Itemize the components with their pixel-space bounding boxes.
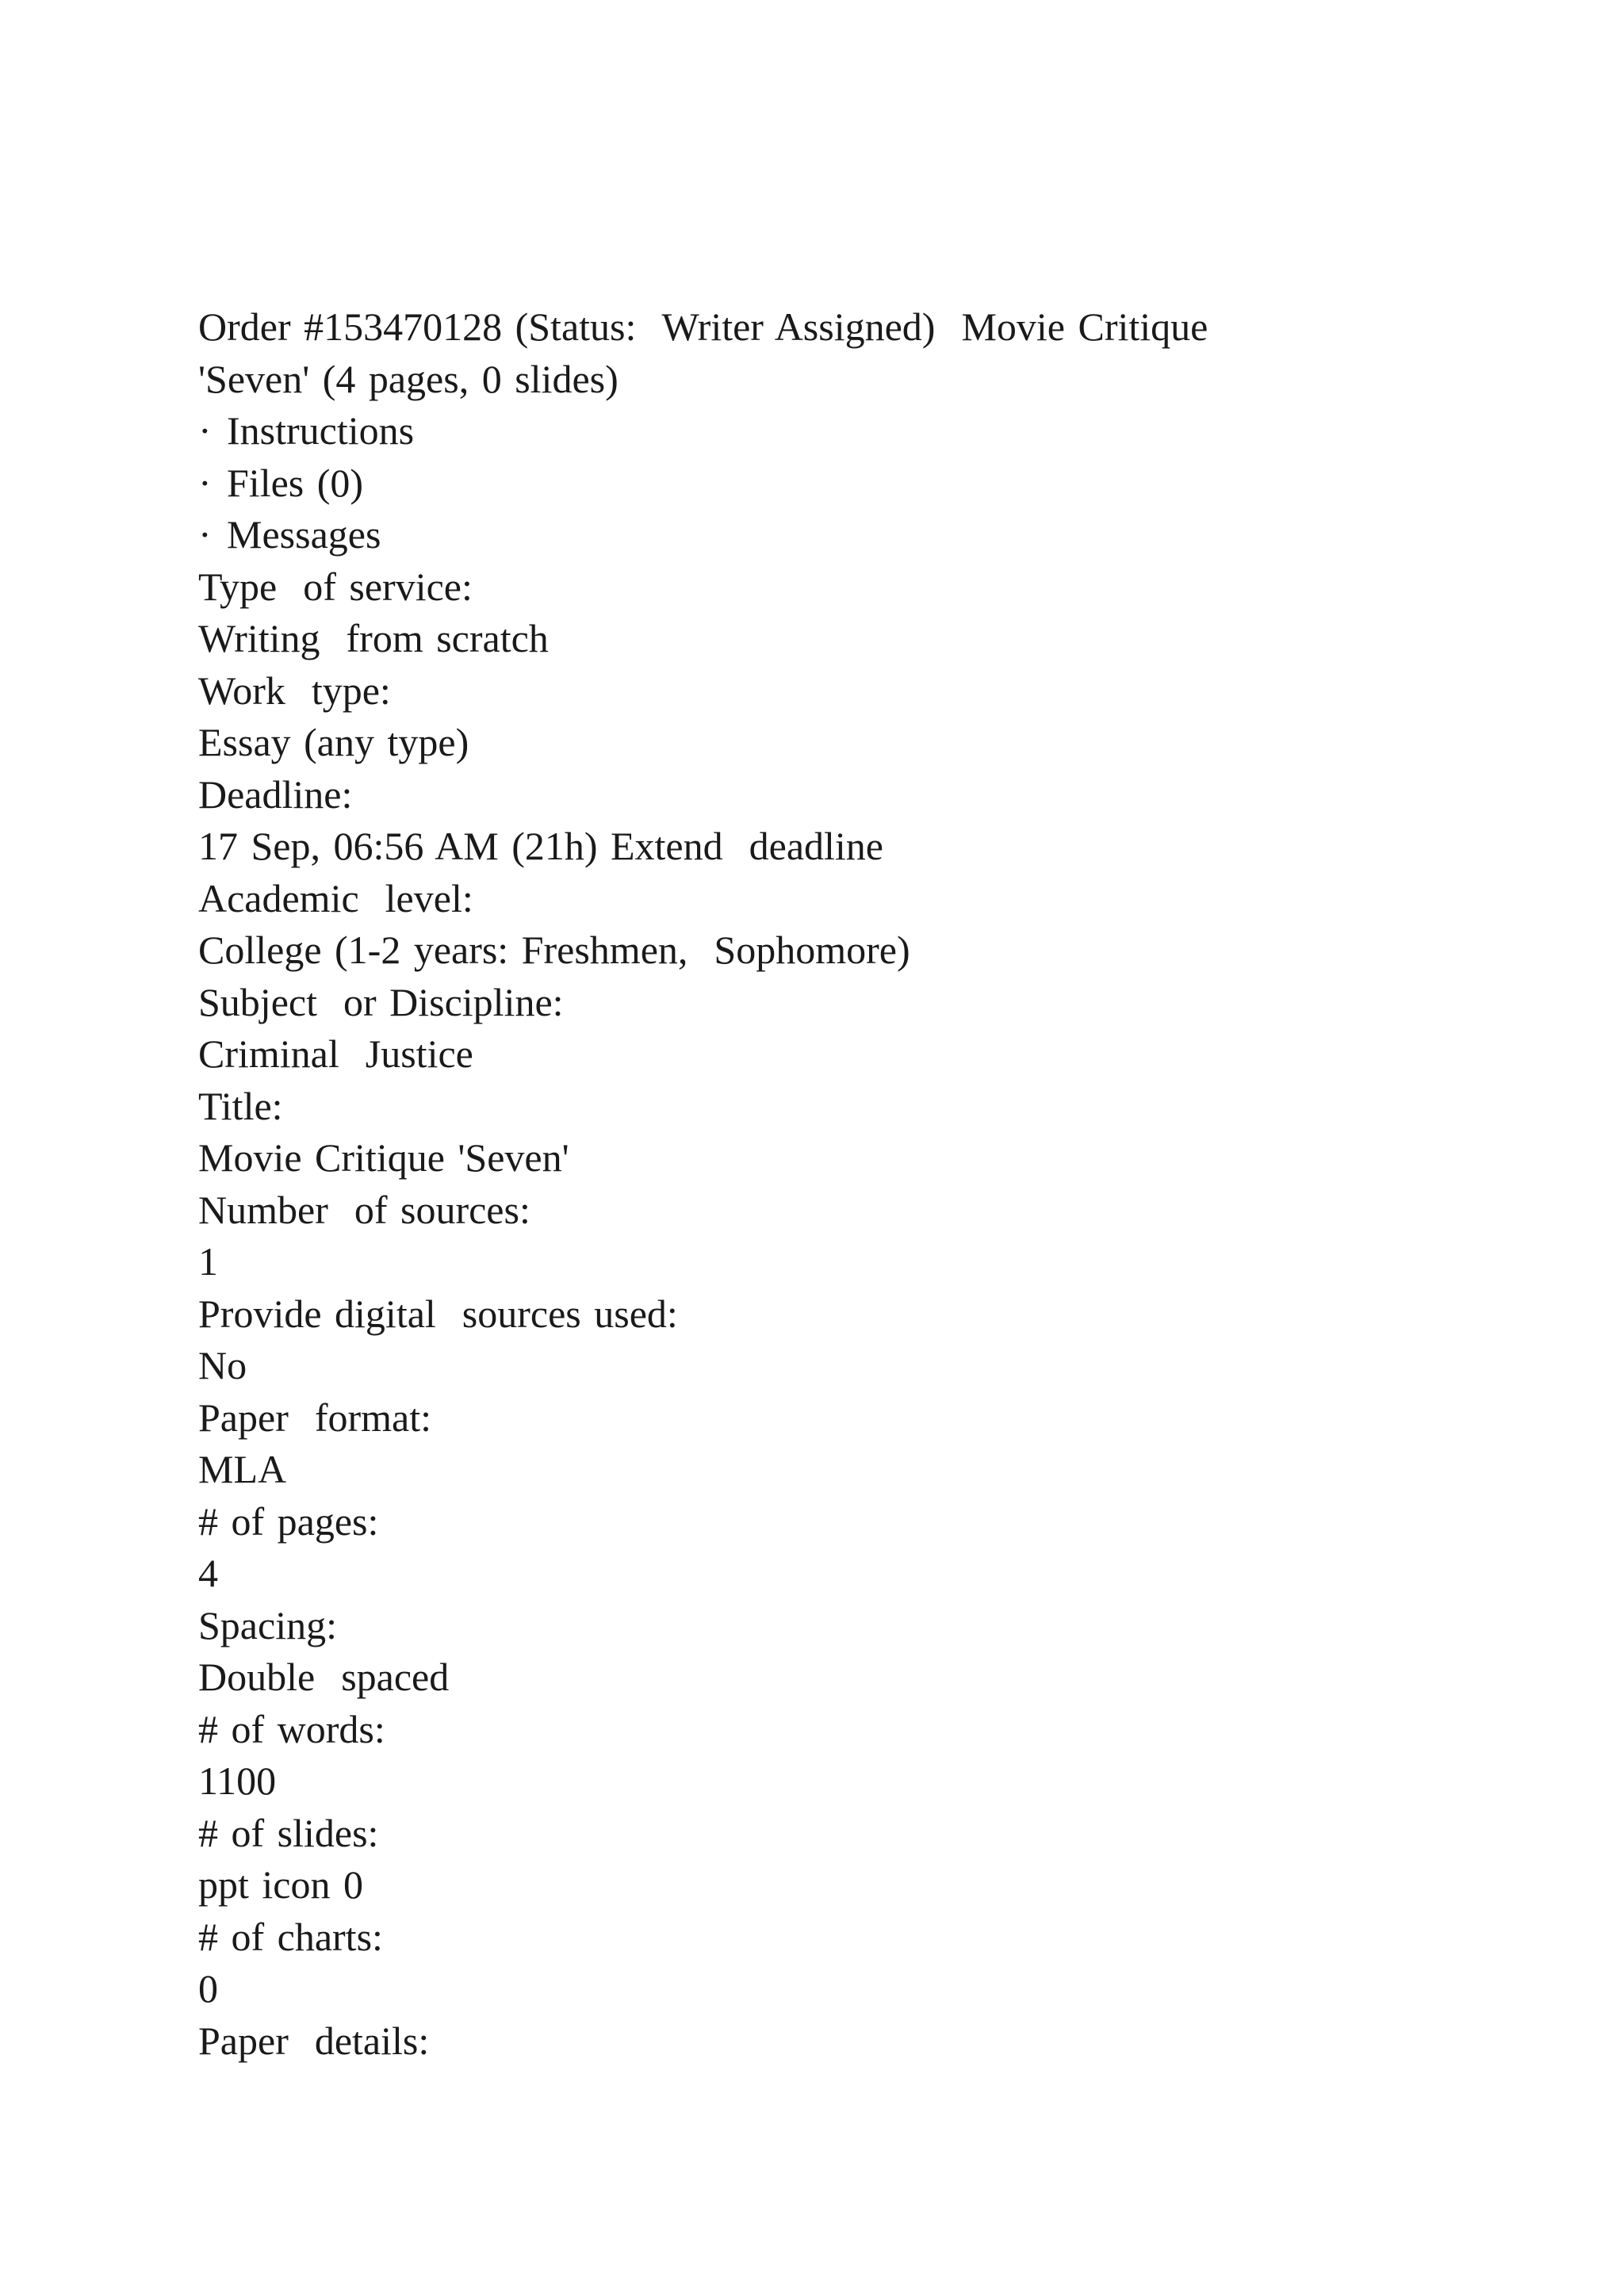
field-label-slides: # of slides: <box>198 1810 379 1855</box>
tab-files-label: Files (0) <box>227 460 364 505</box>
field-value-slides: ppt icon 0 <box>198 1862 363 1907</box>
field-value-deadline: 17 Sep, 06:56 AM (21h) Extend deadline <box>198 824 883 868</box>
field-label-title: Title: <box>198 1083 283 1128</box>
field-value-digital-sources: No <box>198 1343 247 1387</box>
field-label-number-of-sources: Number of sources: <box>198 1187 530 1232</box>
field-label-digital-sources: Provide digital sources used: <box>198 1291 678 1336</box>
field-label-work-type: Work type: <box>198 668 391 713</box>
field-value-words: 1100 <box>198 1758 277 1803</box>
bullet-icon: · <box>198 460 212 505</box>
field-label-type-of-service: Type of service: <box>198 564 473 609</box>
tab-messages[interactable] <box>198 509 1546 561</box>
field-label-words: # of words: <box>198 1706 385 1751</box>
field-label-subject: Subject or Discipline: <box>198 979 564 1024</box>
field-value-title: Movie Critique 'Seven' <box>198 1135 569 1180</box>
order-details-document <box>198 301 1546 2067</box>
field-value-paper-format: MLA <box>198 1447 287 1491</box>
field-value-charts: 0 <box>198 1966 218 2011</box>
field-value-spacing: Double spaced <box>198 1655 450 1699</box>
field-label-deadline: Deadline: <box>198 771 353 817</box>
paper-details-label: Paper details: <box>198 2018 430 2063</box>
tab-files[interactable] <box>198 457 1546 510</box>
field-value-work-type: Essay (any type) <box>198 720 469 764</box>
field-value-academic-level: College (1-2 years: Freshmen, Sophomore) <box>198 928 910 972</box>
field-label-pages: # of pages: <box>198 1498 379 1544</box>
tab-instructions[interactable] <box>198 405 1546 457</box>
field-label-paper-format: Paper format: <box>198 1395 432 1440</box>
field-label-spacing: Spacing: <box>198 1602 337 1647</box>
field-value-subject: Criminal Justice <box>198 1031 473 1076</box>
tab-messages-label: Messages <box>227 512 381 557</box>
field-value-pages: 4 <box>198 1551 218 1595</box>
field-label-academic-level: Academic level: <box>198 875 473 920</box>
order-header-line-1: Order #153470128 (Status: Writer Assigned) Movie Critique <box>198 304 1208 349</box>
field-value-type-of-service: Writing from scratch <box>198 616 549 660</box>
bullet-icon: · <box>198 408 212 453</box>
field-label-charts: # of charts: <box>198 1914 383 1959</box>
field-value-number-of-sources: 1 <box>198 1239 218 1284</box>
bullet-icon: · <box>198 512 212 557</box>
tab-instructions-label: Instructions <box>227 408 415 453</box>
order-header-line-2: 'Seven' (4 pages, 0 slides) <box>198 356 619 401</box>
